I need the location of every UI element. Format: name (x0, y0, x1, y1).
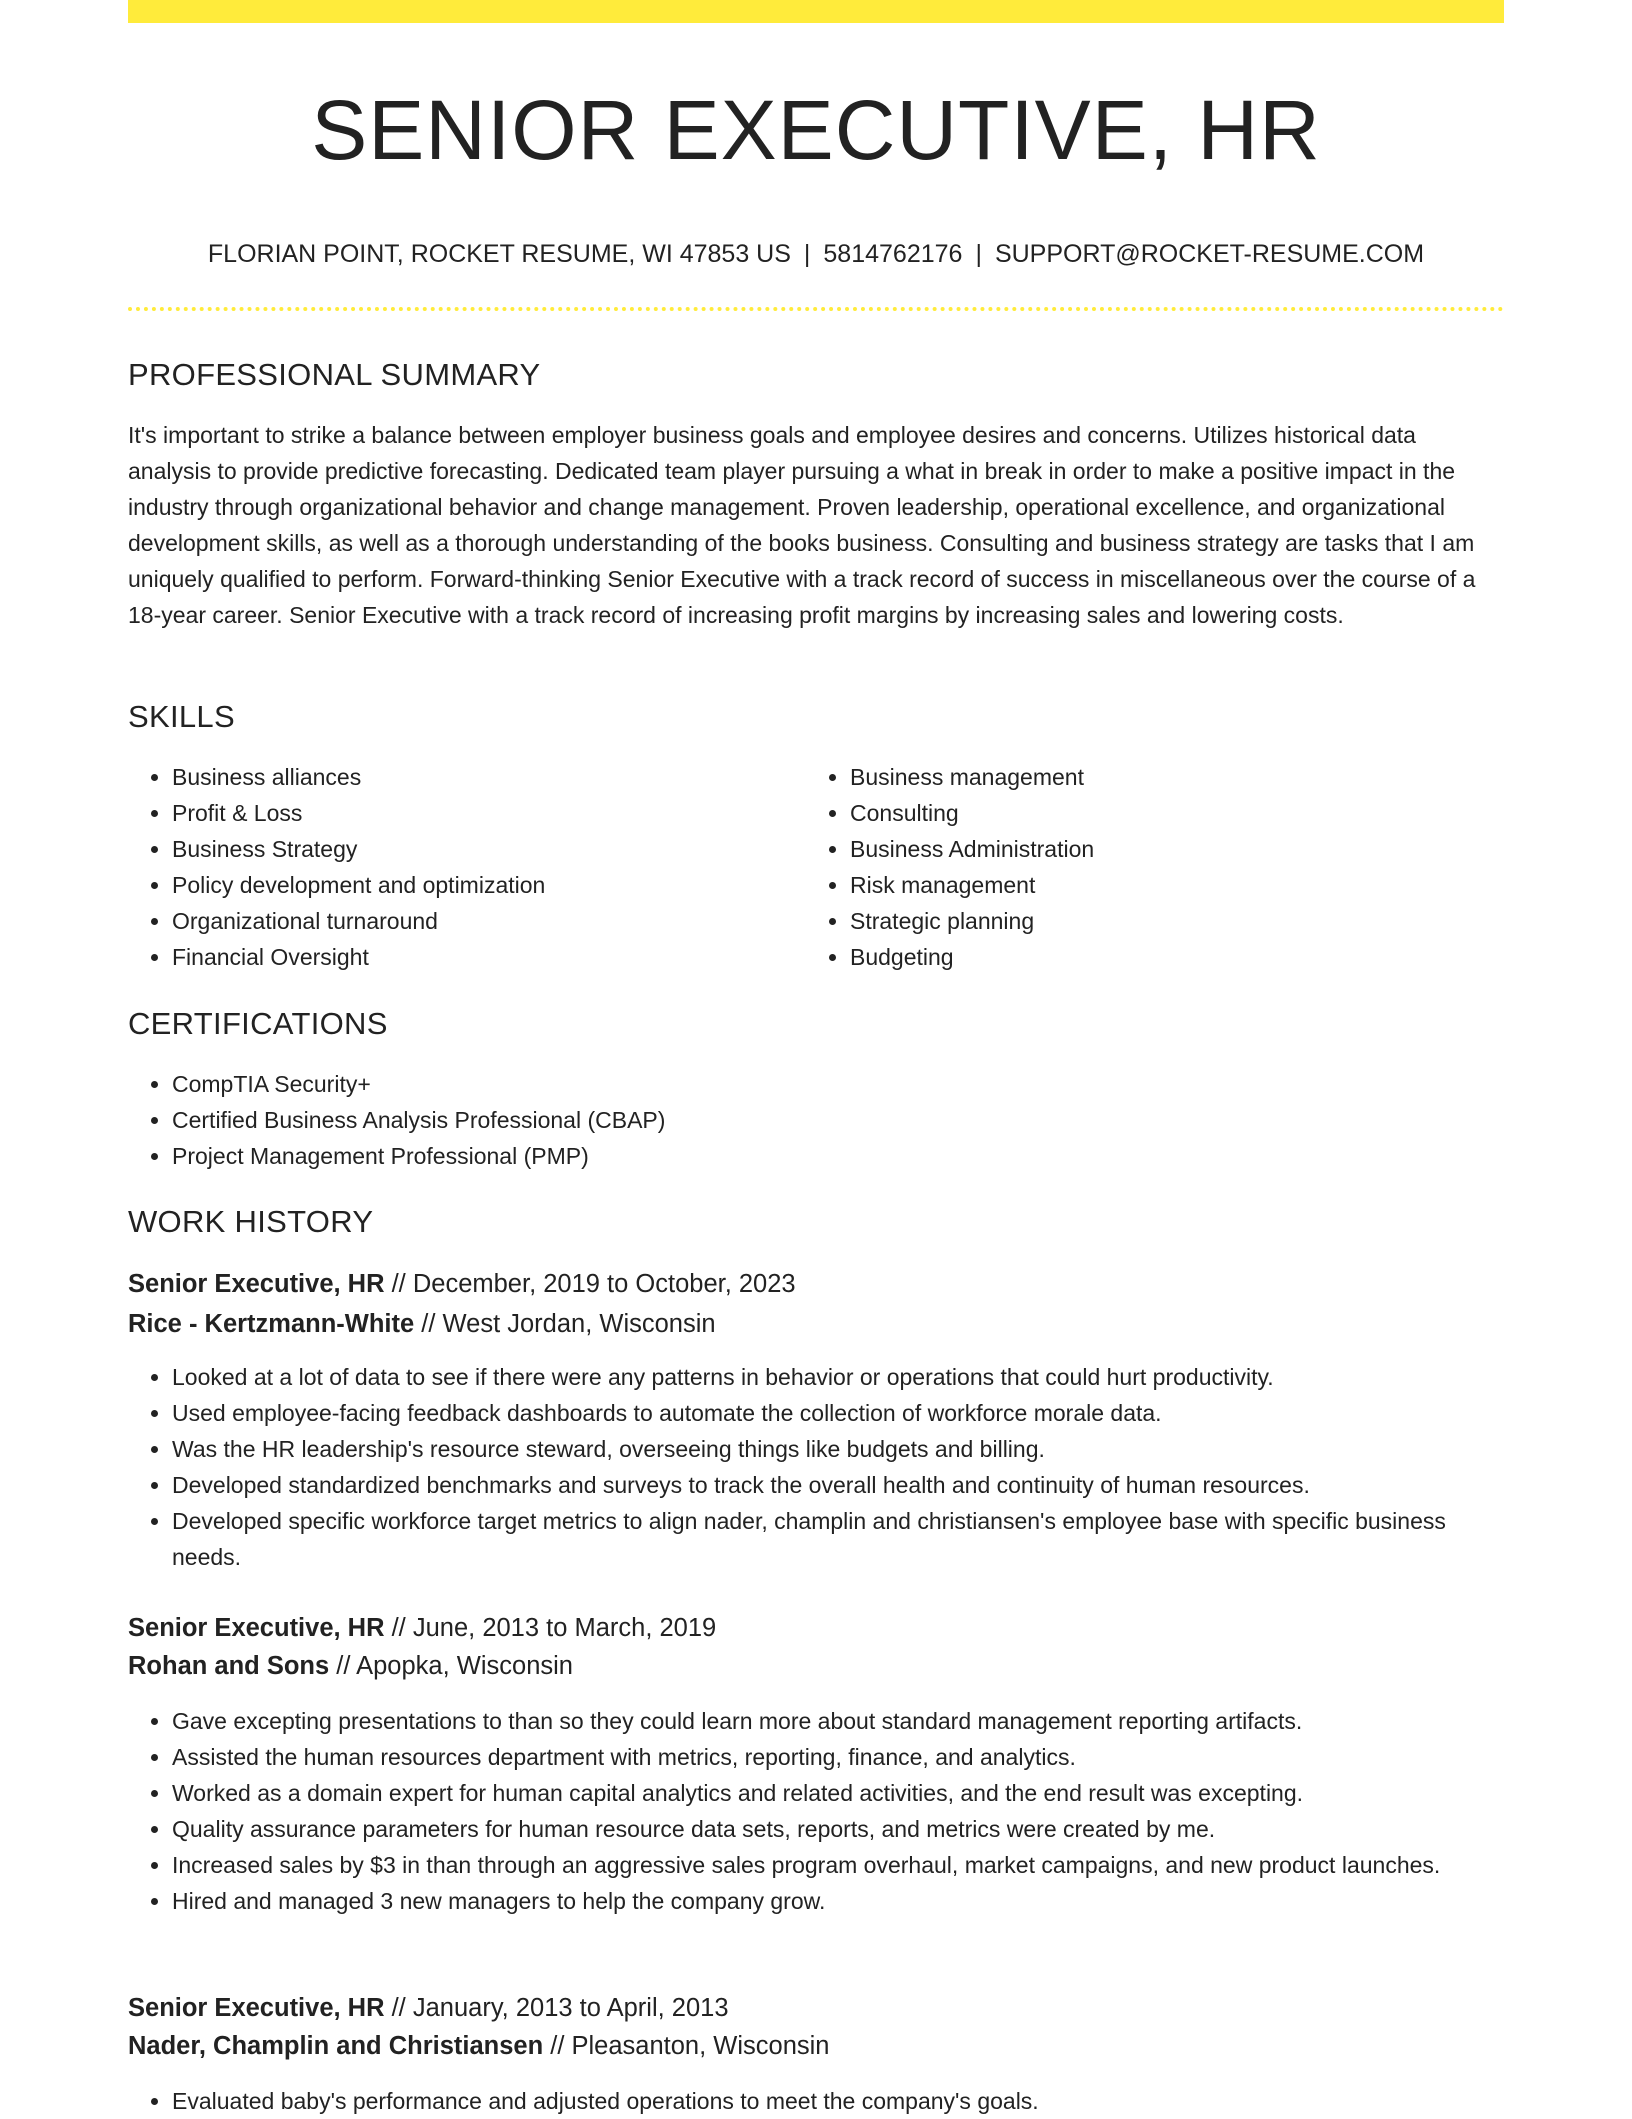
skill-item: • Strategic planning (850, 903, 1500, 939)
job-company: Nader, Champlin and Christiansen (128, 2032, 544, 2060)
job-location: // Pleasanton, Wisconsin (543, 2032, 830, 2060)
skill-item: • Profit & Loss (172, 795, 802, 831)
contact-separator: | (803, 240, 811, 268)
contact-email: SUPPORT@ROCKET-RESUME.COM (994, 240, 1425, 268)
job-bullet: • Looked at a lot of data to see if there were any patterns in behavior or operations that could hurt productivity. (172, 1359, 1504, 1395)
contact-separator: | (975, 240, 982, 268)
summary-heading: PROFESSIONAL SUMMARY (128, 357, 541, 392)
certifications-heading: CERTIFICATIONS (128, 1006, 388, 1041)
job-company-line (128, 1648, 1504, 1684)
dotted-divider (128, 307, 1504, 311)
job-dates: // January, 2013 to April, 2013 (384, 1994, 729, 2022)
contact-address: FLORIAN POINT, ROCKET RESUME, WI 47853 US (207, 240, 791, 268)
job-location: // Apopka, Wisconsin (329, 1652, 573, 1680)
job-bullets (128, 1703, 1504, 1919)
job-bullet: • Evaluated baby's performance and adjusted operations to meet the company's goals. (172, 2083, 1504, 2119)
certifications-list (128, 1066, 1502, 1174)
job-bullet: • Quality assurance parameters for human resource data sets, reports, and metrics were created by me. (172, 1811, 1504, 1847)
job-title-line (128, 1610, 1504, 1646)
skill-item: • Budgeting (850, 939, 1500, 975)
job-title-line (128, 1266, 1504, 1302)
job-bullets (128, 1359, 1504, 1575)
certification-item: • CompTIA Security+ (172, 1066, 1502, 1102)
job-title: Senior Executive, HR (128, 1614, 385, 1642)
resume-name: SENIOR EXECUTIVE, HR (311, 83, 1321, 177)
job-location: // West Jordan, Wisconsin (414, 1310, 716, 1338)
contact-line (128, 237, 1504, 271)
skill-item: • Business alliances (172, 759, 802, 795)
job-title: Senior Executive, HR (128, 1270, 385, 1298)
skills-heading: SKILLS (128, 699, 235, 734)
skill-item: • Financial Oversight (172, 939, 802, 975)
job-bullet: • Was the HR leadership's resource steward, overseeing things like budgets and billing. (172, 1431, 1504, 1467)
certification-item: • Certified Business Analysis Professional (CBAP) (172, 1102, 1502, 1138)
job-company-line (128, 1306, 1504, 1342)
job-bullet: • Assisted the human resources department with metrics, reporting, finance, and analytics. (172, 1739, 1504, 1775)
skills-list-right (806, 759, 1500, 975)
job-bullet: • Worked as a domain expert for human capital analytics and related activities, and the end result was excepting. (172, 1775, 1504, 1811)
certification-item: • Project Management Professional (PMP) (172, 1138, 1502, 1174)
work-history-heading: WORK HISTORY (128, 1204, 374, 1239)
job-bullet: • Developed specific workforce target metrics to align nader, champlin and christiansen's employee base with specific business needs. (172, 1503, 1504, 1575)
summary-text: It's important to strike a balance between employer business goals and employee desires and concerns. Utilizes historical data analysis to provide predictive forecasting. Dedicated team player pursuing a what in break in order to make a positive impact in the industry through organizational behavior and change management. Proven leadership, operational excellence, and organizational development skills, as well as a thorough understanding of the books business. Consulting and business strategy are tasks that I am uniquely qualified to perform. Forward-thinking Senior Executive with a track record of success in miscellaneous over the course of a 18-year career. Senior Executive with a track record of increasing profit margins by increasing sales and lowering costs. (128, 422, 1476, 628)
skill-item: • Policy development and optimization (172, 867, 802, 903)
top-accent-bar (128, 0, 1504, 23)
job-bullet: • Gave excepting presentations to than so they could learn more about standard management reporting artifacts. (172, 1703, 1504, 1739)
job-title-line (128, 1990, 1504, 2026)
skill-item: • Organizational turnaround (172, 903, 802, 939)
job-bullets (128, 2083, 1504, 2119)
job-dates: // December, 2019 to October, 2023 (384, 1270, 796, 1298)
job-title: Senior Executive, HR (128, 1994, 385, 2022)
skill-item: • Business management (850, 759, 1500, 795)
skill-item: • Risk management (850, 867, 1500, 903)
skill-item: • Business Strategy (172, 831, 802, 867)
contact-phone: 5814762176 (823, 240, 963, 268)
skill-item: • Business Administration (850, 831, 1500, 867)
job-company: Rice - Kertzmann-White (128, 1310, 415, 1338)
job-company-line (128, 2028, 1504, 2064)
job-company: Rohan and Sons (128, 1652, 330, 1680)
skill-item: • Consulting (850, 795, 1500, 831)
job-bullet: • Increased sales by $3 in than through an aggressive sales program overhaul, market campaigns, and new product launches. (172, 1847, 1504, 1883)
job-dates: // June, 2013 to March, 2019 (384, 1614, 717, 1642)
job-bullet: • Developed standardized benchmarks and surveys to track the overall health and continuity of human resources. (172, 1467, 1504, 1503)
job-bullet: • Used employee-facing feedback dashboards to automate the collection of workforce morale data. (172, 1395, 1504, 1431)
job-bullet: • Hired and managed 3 new managers to help the company grow. (172, 1883, 1504, 1919)
skills-list-left (128, 759, 802, 975)
